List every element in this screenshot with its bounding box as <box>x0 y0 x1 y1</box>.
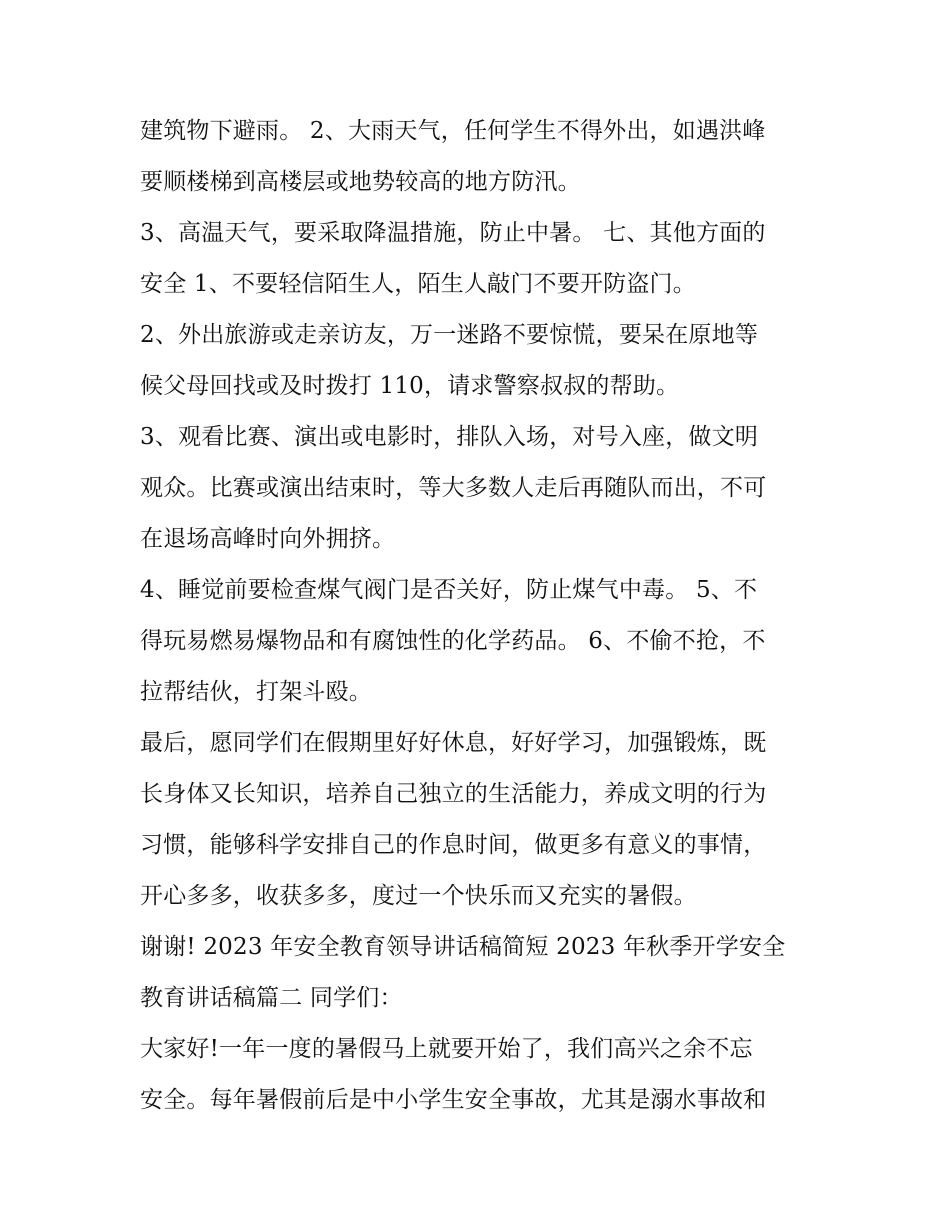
text-line: 4、睡觉前要检查煤气阀门是否关好，防止煤气中毒。 5、不 <box>140 577 758 603</box>
text-line: 最后，愿同学们在假期里好好休息，好好学习，加强锻炼，既 <box>140 730 767 756</box>
document-body <box>140 106 820 1126</box>
text-line: 观众。比赛或演出结束时，等大多数人走后再随队而出，不可 <box>140 475 767 501</box>
text-line: 3、观看比赛、演出或电影时，排队入场，对号入座，做文明 <box>140 424 759 450</box>
text-line: 要顺楼梯到高楼层或地势较高的地方防汛。 <box>140 169 581 195</box>
text-line: 拉帮结伙，打架斗殴。 <box>140 679 372 705</box>
text-line: 安全 1、不要轻信陌生人，陌生人敲门不要开防盗门。 <box>140 271 696 297</box>
text-line: 建筑物下避雨。 2、大雨天气，任何学生不得外出，如遇洪峰 <box>140 118 766 144</box>
text-line: 大家好!一年一度的暑假马上就要开始了，我们高兴之余不忘 <box>140 1036 753 1062</box>
text-line: 习惯，能够科学安排自己的作息时间，做更多有意义的事情， <box>140 832 767 858</box>
text-line: 2、外出旅游或走亲访友，万一迷路不要惊慌，要呆在原地等 <box>140 322 759 348</box>
text-line: 得玩易燃易爆物品和有腐蚀性的化学药品。 6、不偷不抢，不 <box>140 628 766 654</box>
text-line: 教育讲话稿篇二 同学们： <box>140 985 403 1011</box>
text-line: 在退场高峰时向外拥挤。 <box>140 526 396 552</box>
text-line: 谢谢! 2023 年安全教育领导讲话稿简短 2023 年秋季开学安全 <box>140 934 786 960</box>
text-line: 安全。每年暑假前后是中小学生安全事故，尤其是溺水事故和 <box>140 1087 767 1113</box>
text-line: 3、高温天气，要采取降温措施，防止中暑。 七、其他方面的 <box>140 220 766 246</box>
text-line: 候父母回找或及时拨打 110，请求警察叔叔的帮助。 <box>140 373 680 399</box>
text-line: 开心多多，收获多多，度过一个快乐而又充实的暑假。 <box>140 883 697 909</box>
text-line: 长身体又长知识，培养自己独立的生活能力，养成文明的行为 <box>140 781 767 807</box>
